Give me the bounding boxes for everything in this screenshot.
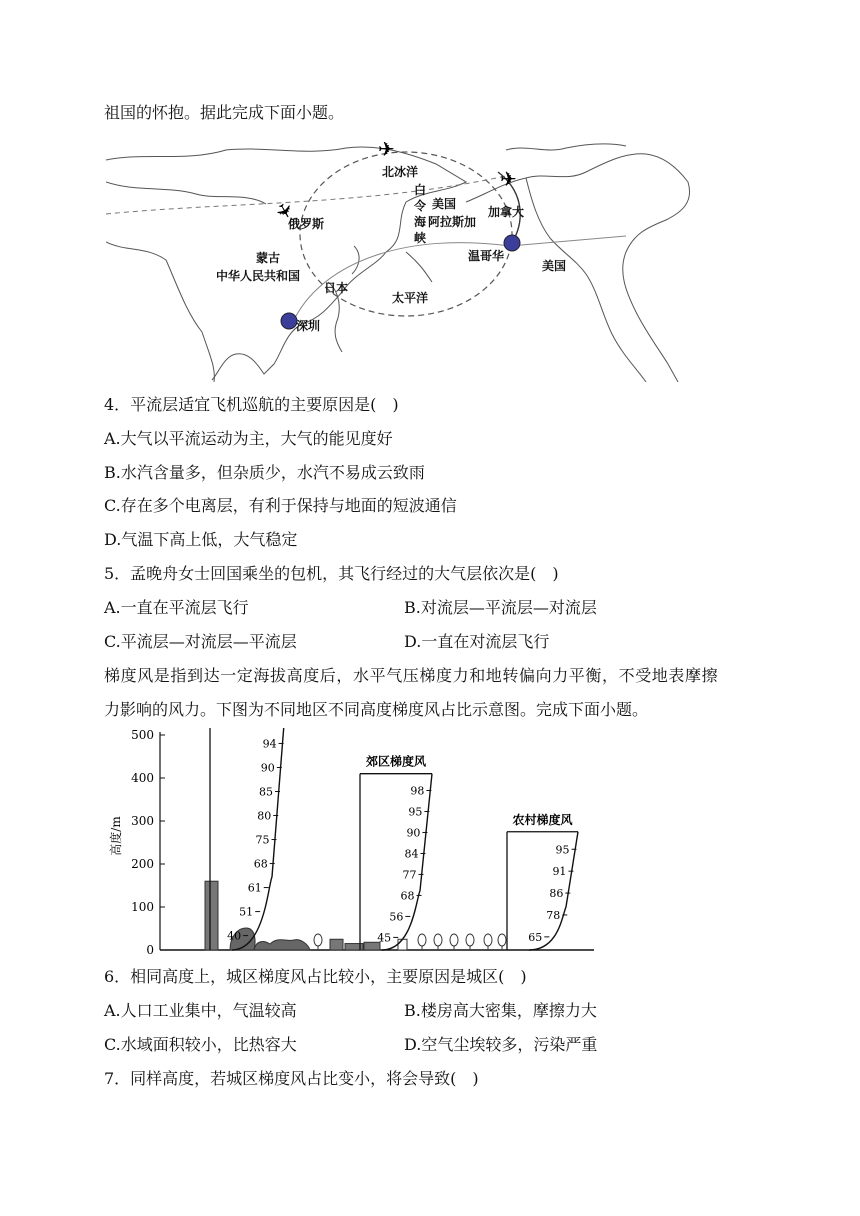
map-label-bering: 白 xyxy=(414,183,427,197)
tree-icon xyxy=(450,934,458,946)
question-5-option-d: D.一直在对流层飞行 xyxy=(404,632,550,651)
plane-icon: ✈ xyxy=(378,142,395,161)
map-label-usa-mainland: 美国 xyxy=(542,259,567,273)
series-name: 郊区梯度风 xyxy=(365,754,427,769)
y-axis-label: 高度/m xyxy=(109,816,123,856)
data-label: 65 xyxy=(528,930,543,944)
question-6-option-c: C.水域面积较小，比热容大 xyxy=(104,1035,297,1054)
map-label-japan: 日本 xyxy=(324,281,349,295)
map-label-canada: 加拿大 xyxy=(488,205,525,219)
data-label: 98 xyxy=(410,784,425,798)
data-label: 85 xyxy=(259,785,274,799)
building xyxy=(398,939,407,950)
data-label: 84 xyxy=(404,847,419,861)
series-2 xyxy=(360,754,432,950)
map-label-china: 中华人民共和国 xyxy=(216,269,301,283)
data-label: 95 xyxy=(408,805,423,819)
data-label: 68 xyxy=(253,857,268,871)
data-label: 90 xyxy=(260,761,275,775)
data-label: 94 xyxy=(262,737,277,751)
map-label-mongolia: 蒙古 xyxy=(256,251,281,265)
data-label: 91 xyxy=(552,865,567,879)
question-5-stem: 5．孟晚舟女士回国乘坐的包机，其飞行经过的大气层依次是( ) xyxy=(104,564,559,583)
question-6-stem: 6．相同高度上，城区梯度风占比较小，主要原因是城区( ) xyxy=(104,967,527,986)
series-3 xyxy=(507,812,578,950)
tree-icon xyxy=(418,934,426,946)
map-label-bering: 令 xyxy=(414,199,427,213)
series-1 xyxy=(210,728,284,950)
gradient-wind-chart xyxy=(104,728,600,958)
question-4-option-a: A.大气以平流运动为主，大气的能见度好 xyxy=(104,429,393,448)
tree-icon xyxy=(314,934,322,946)
data-label: 61 xyxy=(247,881,262,895)
vancouver-dot xyxy=(504,235,520,251)
map-label-shenzhen: 深圳 xyxy=(296,319,321,333)
y-tick-label: 500 xyxy=(131,728,154,742)
data-label: 68 xyxy=(400,889,415,903)
question-6-option-d: D.空气尘埃较多，污染严重 xyxy=(404,1035,598,1054)
tree-icon xyxy=(434,934,442,946)
question-6-option-a: A.人口工业集中，气温较高 xyxy=(104,1001,297,1020)
paragraph-gradient-wind: 力影响的风力。下图为不同地区不同高度梯度风占比示意图。完成下面小题。 xyxy=(104,700,649,719)
data-label: 40 xyxy=(227,929,242,943)
map-label-vancouver: 温哥华 xyxy=(468,249,505,263)
data-label: 75 xyxy=(255,833,270,847)
map-label-arctic: 北冰洋 xyxy=(382,165,419,179)
data-label: 51 xyxy=(239,905,254,919)
question-6-option-b: B.楼房高大密集，摩擦力大 xyxy=(404,1001,597,1020)
data-label: 90 xyxy=(406,826,421,840)
question-4-stem: 4．平流层适宜飞机巡航的主要原因是( ) xyxy=(104,395,399,414)
data-label: 45 xyxy=(377,931,392,945)
question-5-option-b: B.对流层—平流层—对流层 xyxy=(404,598,597,617)
paragraph-gradient-wind: 梯度风是指到达一定海拔高度后，水平气压梯度力和地转偏向力平衡，不受地表摩擦 xyxy=(104,666,719,685)
question-5-option-a: A.一直在平流层飞行 xyxy=(104,598,249,617)
map-label-pacific: 太平洋 xyxy=(392,291,429,305)
question-4-option-b: B.水汽含量多，但杂质少，水汽不易成云致雨 xyxy=(104,463,425,482)
intro-text: 祖国的怀抱。据此完成下面小题。 xyxy=(104,103,345,122)
tree-icon xyxy=(484,934,492,946)
plane-icon: ✈ xyxy=(500,167,517,191)
data-label: 86 xyxy=(549,887,564,901)
series-name: 农村梯度风 xyxy=(512,812,573,827)
y-tick-label: 0 xyxy=(146,943,154,957)
data-label: 77 xyxy=(402,868,417,882)
map-label-russia: 俄罗斯 xyxy=(288,217,325,231)
shenzhen-dot xyxy=(281,313,297,329)
data-label: 78 xyxy=(546,908,561,922)
map-label-usa: 美国 xyxy=(432,197,457,211)
data-label: 80 xyxy=(257,809,272,823)
y-tick-label: 200 xyxy=(131,857,154,871)
data-label: 56 xyxy=(389,910,404,924)
tree-icon xyxy=(466,934,474,946)
flight-route-map xyxy=(106,142,698,382)
y-tick-label: 400 xyxy=(131,771,154,785)
plane-icon: ✈ xyxy=(269,197,299,225)
building xyxy=(254,940,310,950)
map-label-alaska: 阿拉斯加 xyxy=(428,215,477,229)
data-label: 95 xyxy=(555,843,570,857)
y-tick-label: 100 xyxy=(131,900,154,914)
building xyxy=(205,881,218,950)
question-5-option-c: C.平流层—对流层—平流层 xyxy=(104,632,297,651)
map-label-bering: 海 xyxy=(414,215,427,229)
building xyxy=(330,939,343,950)
tree-icon xyxy=(498,934,506,946)
y-tick-label: 300 xyxy=(131,814,154,828)
question-4-option-c: C.存在多个电离层，有利于保持与地面的短波通信 xyxy=(104,496,457,515)
question-4-option-d: D.气温下高上低，大气稳定 xyxy=(104,530,298,549)
question-7-stem: 7．同样高度，若城区梯度风占比变小，将会导致( ) xyxy=(104,1069,479,1088)
map-label-bering: 峡 xyxy=(414,231,427,245)
series-line xyxy=(382,774,432,950)
